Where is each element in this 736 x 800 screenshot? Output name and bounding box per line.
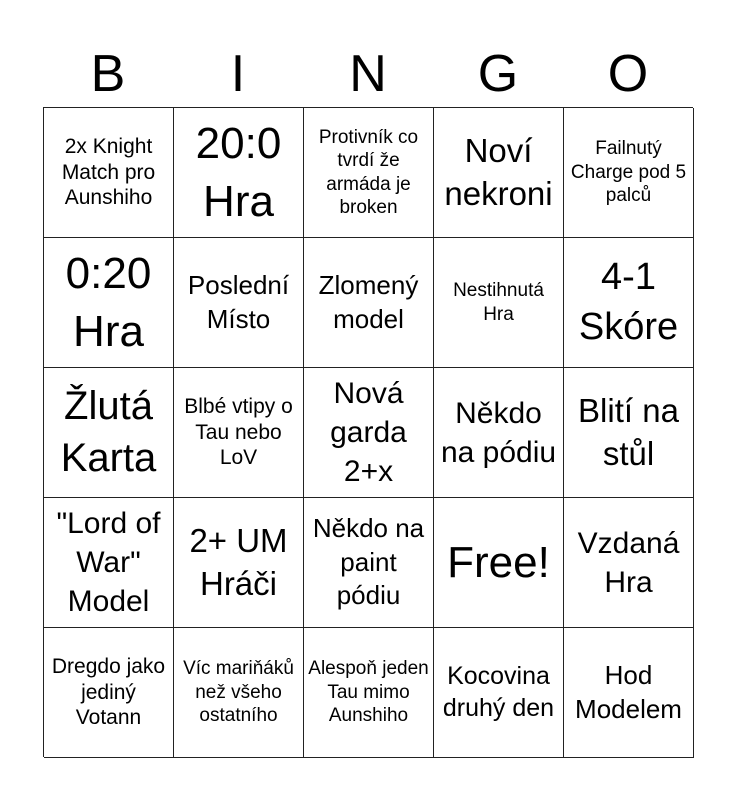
cell-text: Někdo na pódiu: [440, 396, 557, 469]
cell-text: Protivník co tvrdí že armáda je broken: [318, 126, 419, 218]
bingo-cell[interactable]: [434, 498, 564, 628]
cell-text: "Lord of War" Model: [56, 507, 161, 618]
bingo-cell[interactable]: [44, 238, 174, 368]
cell-text: Zlomený model: [318, 269, 419, 334]
bingo-cell[interactable]: [304, 628, 434, 758]
cell-text: Nestihnutá Hra: [453, 280, 544, 325]
cell-text: Failnutý Charge pod 5 palců: [570, 138, 687, 207]
cell-text: Dregdo jako jediný Votann: [51, 655, 166, 730]
cell-text: Vzdaná Hra: [577, 526, 680, 599]
bingo-cell[interactable]: [564, 628, 694, 758]
header-letter-n: N: [349, 45, 387, 103]
bingo-cell[interactable]: [304, 108, 434, 238]
cell-text: 2+ UM Hráči: [189, 521, 288, 602]
cell-text: 4-1 Skóre: [578, 256, 679, 348]
bingo-cell[interactable]: [434, 108, 564, 238]
free-space: Free!: [447, 537, 550, 587]
cell-text: Někdo na paint pódiu: [312, 512, 425, 611]
cell-text: 20:0 Hra: [195, 119, 282, 226]
cell-text: Žlutá Karta: [60, 384, 157, 480]
bingo-cell[interactable]: [174, 628, 304, 758]
bingo-cell[interactable]: [174, 498, 304, 628]
bingo-cell[interactable]: [44, 108, 174, 238]
bingo-cell[interactable]: [174, 108, 304, 238]
cell-text: Alespoň jeden Tau mimo Aunshiho: [308, 658, 429, 727]
bingo-cell[interactable]: [304, 368, 434, 498]
bingo-cell[interactable]: [564, 238, 694, 368]
bingo-cell[interactable]: [44, 498, 174, 628]
cell-text: Víc mariňáků než všeho ostatního: [183, 658, 294, 727]
bingo-cell[interactable]: [434, 368, 564, 498]
cell-text: Nová garda 2+x: [330, 377, 407, 488]
bingo-cell[interactable]: [564, 108, 694, 238]
cell-text: Hod Modelem: [575, 659, 682, 724]
cell-text: Blití na stůl: [578, 391, 679, 472]
header-letter-i: I: [230, 45, 246, 103]
cell-text: Poslední Místo: [187, 269, 290, 334]
bingo-cell[interactable]: [434, 238, 564, 368]
cell-text: Kocovina druhý den: [442, 662, 555, 722]
bingo-cell[interactable]: [564, 368, 694, 498]
header-letter-o: O: [607, 45, 649, 103]
cell-text: 2x Knight Match pro Aunshiho: [61, 135, 156, 210]
bingo-board: [43, 107, 693, 757]
bingo-cell[interactable]: [44, 628, 174, 758]
header-letter-b: B: [90, 45, 126, 103]
bingo-cell[interactable]: [564, 498, 694, 628]
bingo-cell[interactable]: [174, 368, 304, 498]
header-letter-g: G: [477, 45, 519, 103]
bingo-cell[interactable]: [304, 498, 434, 628]
cell-text: Noví nekroni: [444, 131, 553, 212]
bingo-header: [43, 40, 693, 108]
bingo-cell[interactable]: [174, 238, 304, 368]
bingo-cell[interactable]: [434, 628, 564, 758]
cell-text: Blbé vtipy o Tau nebo LoV: [184, 395, 293, 470]
bingo-cell[interactable]: [44, 368, 174, 498]
cell-text: 0:20 Hra: [65, 249, 152, 356]
bingo-cell[interactable]: [304, 238, 434, 368]
